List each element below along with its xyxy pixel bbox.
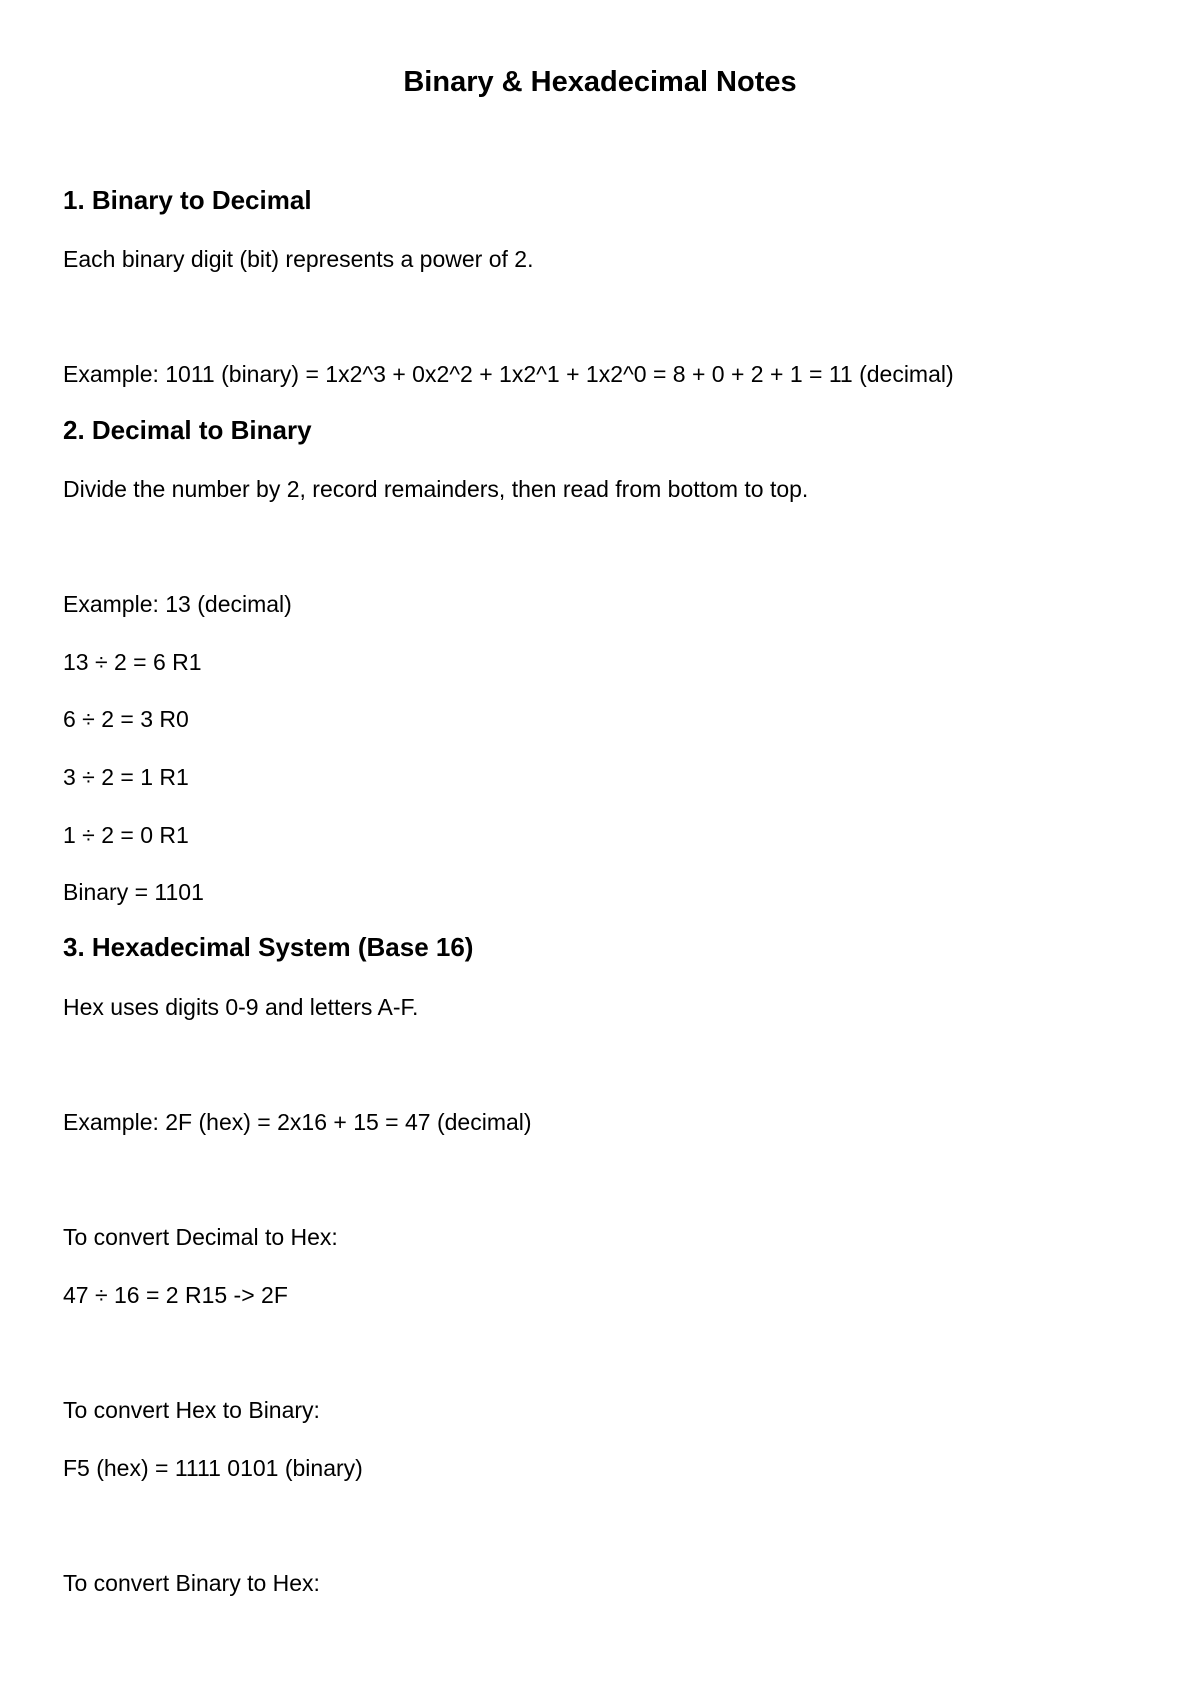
text-line: 1 ÷ 2 = 0 R1 — [63, 822, 189, 848]
text-line: Hex uses digits 0-9 and letters A-F. — [63, 994, 419, 1020]
text-line: To convert Binary to Hex: — [63, 1570, 320, 1596]
page-title: Binary & Hexadecimal Notes — [403, 66, 797, 98]
text-line: Binary = 1101 — [63, 879, 204, 905]
text-line: Example: 2F (hex) = 2x16 + 15 = 47 (decimal) — [63, 1109, 532, 1135]
text-line: F5 (hex) = 1111 0101 (binary) — [63, 1455, 363, 1481]
text-line: Divide the number by 2, record remainders, then read from bottom to top. — [63, 476, 809, 502]
text-line: 3 ÷ 2 = 1 R1 — [63, 764, 189, 790]
text-line: Each binary digit (bit) represents a power of 2. — [63, 246, 534, 272]
text-line: 6 ÷ 2 = 3 R0 — [63, 706, 189, 732]
section-heading-decimal-to-binary: 2. Decimal to Binary — [63, 415, 312, 445]
text-line: To convert Decimal to Hex: — [63, 1224, 338, 1250]
text-line: To convert Hex to Binary: — [63, 1397, 320, 1423]
section-heading-hexadecimal-system: 3. Hexadecimal System (Base 16) — [63, 932, 474, 962]
text-line: 13 ÷ 2 = 6 R1 — [63, 649, 202, 675]
text-line: Example: 13 (decimal) — [63, 591, 292, 617]
section-heading-binary-to-decimal: 1. Binary to Decimal — [63, 185, 312, 215]
text-line: 47 ÷ 16 = 2 R15 -> 2F — [63, 1282, 288, 1308]
text-line: Example: 1011 (binary) = 1x2^3 + 0x2^2 + 1x2^1 + 1x2^0 = 8 + 0 + 2 + 1 = 11 (decimal) — [63, 361, 954, 387]
